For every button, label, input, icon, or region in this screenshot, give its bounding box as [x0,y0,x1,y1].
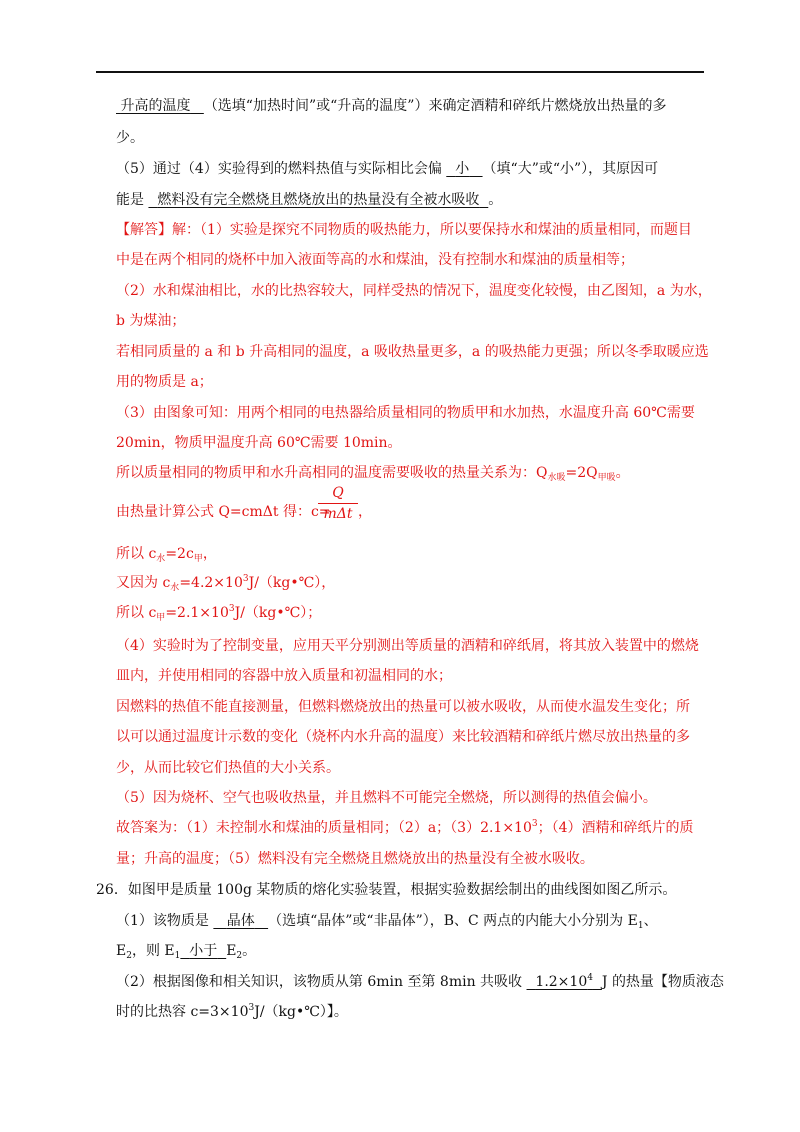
blank-answer: 小 [455,161,470,177]
answer-line: 所以质量相同的物质甲和水升高相同的温度需要吸收的热量关系为：$Q_{水吸}=2Q_{甲吸}$。 [116,465,630,483]
answer-line: 所以 $c_水=2c_甲$， [116,546,217,564]
answer-line: 又因为 $c_水=4.2\times 10^3J/(kg•℃)$， [116,574,336,593]
fraction-bar [318,503,358,504]
answer-line: （3）由图象可知：用两个相同的电热器给质量相同的物质甲和水加热，水温度升高 60℃需要 [116,405,695,421]
answer-line: 量；升高的温度；（5）燃料没有完全燃烧且燃烧放出的热量没有全被水吸收。 [116,851,594,867]
blank-answer: 升高的温度 [120,98,191,114]
answer-line: b 为煤油； [116,313,186,329]
answer-line: 以可以通过温度计示数的变化（烧杯内水升高的温度）来比较酒精和碎纸片燃尽放出热量的多 [116,729,690,745]
answer-line: 故答案为：（1）未控制水和煤油的质量相同；（2）a；$(3)2.1\times 10^3$；（4）酒精和碎纸片的质 [116,819,694,836]
question-5-line: （5）通过（4）实验得到的燃料热值与实际相比会偏 小 （填“大”或“小”），其原因可 [116,161,659,177]
answer-line: 用的物质是 a； [116,374,213,390]
answer-line: 若相同质量的 a 和 b 升高相同的温度，a 吸收热量更多，a 的吸热能力更强；所以冬季取暖应选 [116,344,709,360]
fraction-numerator: Q [332,485,344,501]
fraction-denominator: mΔt [323,506,353,522]
question-26-stem: 26．如图甲是质量 100g 某物质的熔化实验装置，根据实验数据绘制出的曲线图如图乙所示。 [96,882,677,898]
answer-line: 所以 $c_甲=2.1\times 10^3J/(kg•℃)$； [116,604,322,623]
blank-answer: $1.2\times 10^4$ [535,973,593,990]
answer-line: （2）水和煤油相比，水的比热容较大，同样受热的情况下，温度变化较慢，由乙图知，a 为水， [116,283,712,299]
answer-line: 【解答】解：（1）实验是探究不同物质的吸热能力，所以要保持水和煤油的质量相同，而题目 [116,222,692,238]
question-26-line: 时的比热容 $c=3\times 10^3J/(kg•℃)$】。 [116,1003,348,1020]
answer-line: （5）因为烧杯、空气也吸收热量，并且燃料不可能完全燃烧，所以测得的热值会偏小。 [116,790,657,806]
blank-answer: 晶体 [226,913,255,929]
answer-line: 少，从而比较它们热值的大小关系。 [116,760,340,776]
text-line: 升高的温度 （选填“加热时间”或“升高的温度”）来确定酒精和碎纸片燃烧放出热量的多 [116,96,666,116]
answer-line: 中是在两个相同的烧杯中加入液面等高的水和煤油，没有控制水和煤油的质量相等； [116,252,634,268]
blank-answer: 小于 [189,943,218,959]
question-26-line: $E_2$，则 $E_1$ 小于 $E_2$。 [116,943,257,961]
text-line: 少。 [116,130,144,146]
question-26-line: （1）该物质是 晶体 （选填“晶体”或“非晶体”），B、C 两点的内能大小分别为 $E_1$、 [116,913,658,931]
question-5-line: 能是 燃料没有完全燃烧且燃烧放出的热量没有全被水吸收 。 [116,192,503,208]
answer-line: 皿内，并使用相同的容器中放入质量和初温相同的水； [116,668,452,684]
formula-line: 由热量计算公式 Q=cmΔt 得：c= [116,504,331,520]
fraction-formula [318,484,358,523]
header-rule [96,71,704,73]
formula-end: ， [358,504,372,520]
answer-line: （4）实验时为了控制变量，应用天平分别测出等质量的酒精和碎纸屑，将其放入装置中的燃烧 [116,638,699,654]
answer-line: 20min，物质甲温度升高 60℃需要 10min。 [116,435,402,451]
question-26-line: （2）根据图像和相关知识，该物质从第 6min 至第 8min 共吸收 $1.2\times 10^4$ J 的热量【物质液态 [116,973,724,990]
answer-line: 因燃料的热值不能直接测量，但燃料燃烧放出的热量可以被水吸收，从而使水温发生变化；所 [116,699,690,715]
answer-tag: 【解答】 [116,222,172,238]
blank-answer: 燃料没有完全燃烧且燃烧放出的热量没有全被水吸收 [157,192,480,208]
